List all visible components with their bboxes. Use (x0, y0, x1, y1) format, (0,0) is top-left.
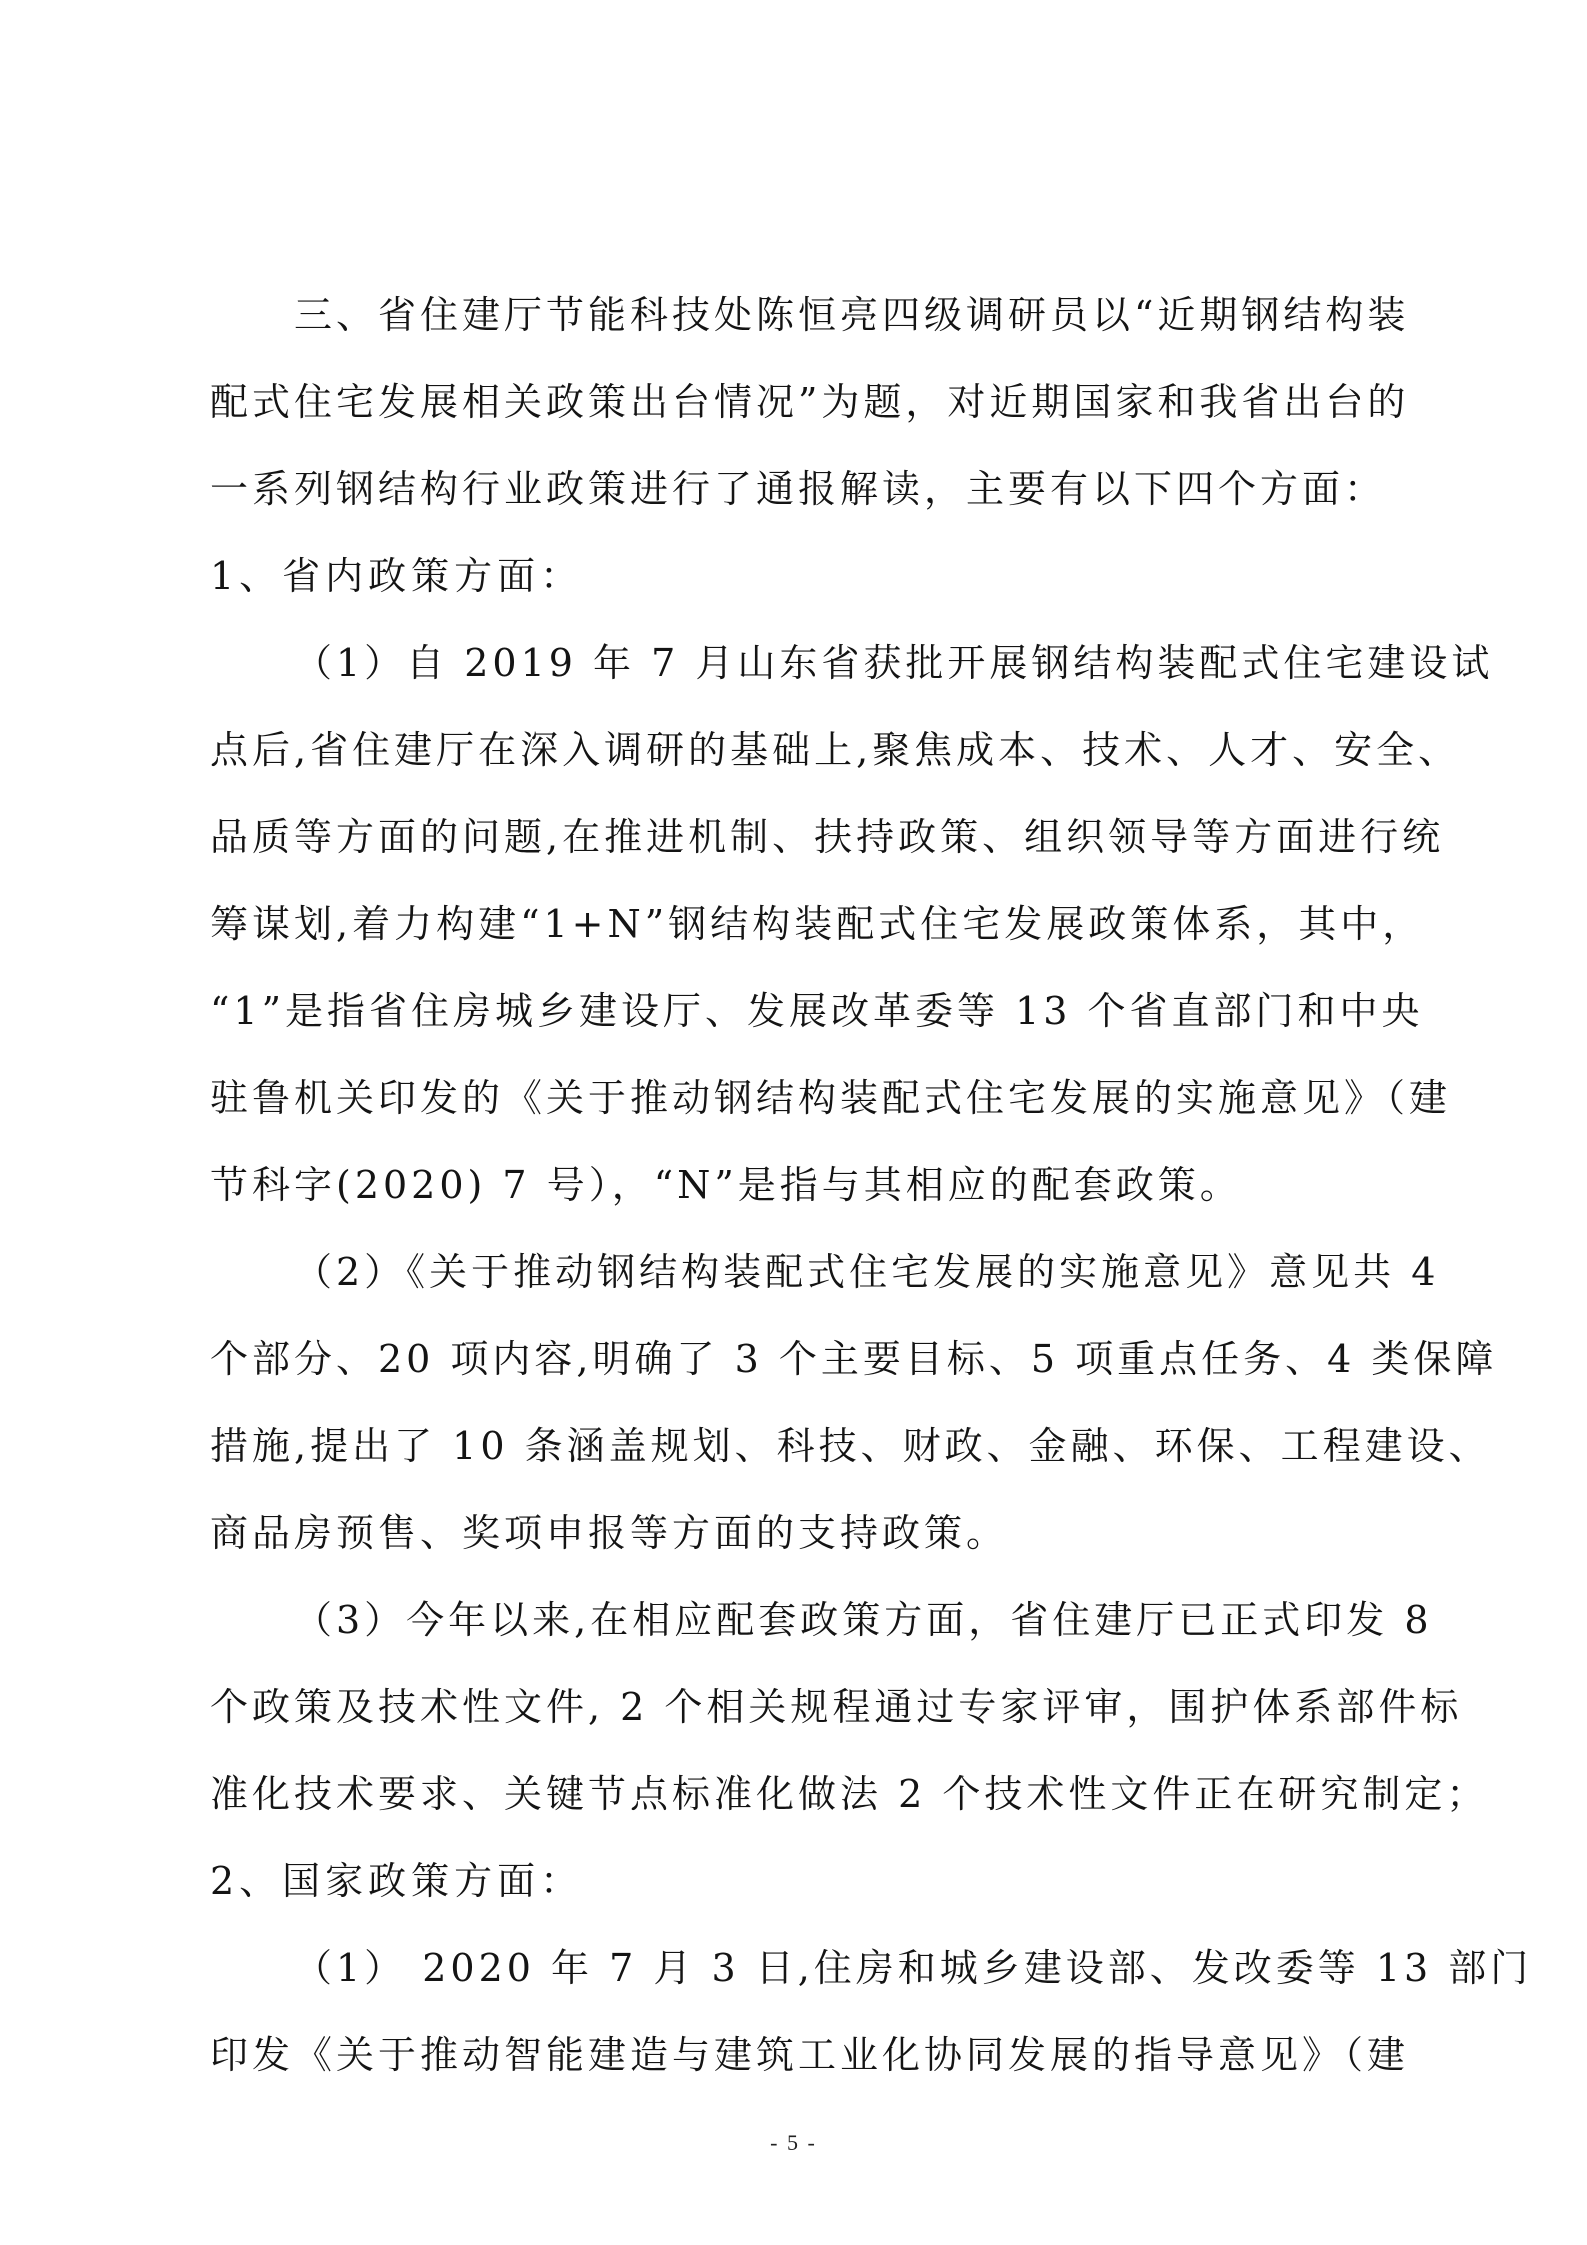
paragraph-line: （3）今年以来,在相应配套政策方面，省住建厅已正式印发 8 (294, 1598, 1433, 1642)
section-heading: 2、国家政策方面： (210, 1859, 584, 1903)
paragraph-line: 个部分、20 项内容,明确了 3 个主要目标、5 项重点任务、4 类保障 (210, 1337, 1498, 1381)
paragraph-line: （1） 2020 年 7 月 3 日,住房和城乡建设部、发改委等 13 部门 (294, 1946, 1533, 1990)
paragraph-line: （2）《关于推动钢结构装配式住宅发展的实施意见》意见共 4 (294, 1250, 1440, 1294)
paragraph-line: 印发《关于推动智能建造与建筑工业化协同发展的指导意见》（建 (210, 2033, 1410, 2077)
paragraph-line: 个政策及技术性文件, 2 个相关规程通过专家评审，围护体系部件标 (210, 1685, 1463, 1729)
paragraph-line: （1）自 2019 年 7 月山东省获批开展钢结构装配式住宅建设试 (294, 641, 1494, 685)
paragraph-line: 措施,提出了 10 条涵盖规划、科技、财政、金融、环保、工程建设、 (210, 1424, 1491, 1468)
section-heading: 1、省内政策方面： (210, 554, 584, 598)
paragraph-line: 驻鲁机关印发的《关于推动钢结构装配式住宅发展的实施意见》（建 (210, 1076, 1452, 1120)
paragraph-line: 配式住宅发展相关政策出台情况”为题，对近期国家和我省出台的 (210, 380, 1410, 424)
paragraph-line: 点后,省住建厅在深入调研的基础上,聚焦成本、技术、人才、安全、 (210, 728, 1461, 772)
paragraph-line: 节科字(2020) 7 号），“N”是指与其相应的配套政策。 (210, 1163, 1242, 1207)
paragraph-line: 品质等方面的问题,在推进机制、扶持政策、组织领导等方面进行统 (210, 815, 1445, 859)
paragraph-line: 三、省住建厅节能科技处陈恒亮四级调研员以“近期钢结构装 (294, 293, 1410, 337)
paragraph-line: 筹谋划,着力构建“1+N”钢结构装配式住宅发展政策体系，其中， (210, 902, 1425, 946)
paragraph-line: 准化技术要求、关键节点标准化做法 2 个技术性文件正在研究制定； (210, 1772, 1489, 1816)
paragraph-line: 商品房预售、奖项申报等方面的支持政策。 (210, 1511, 1009, 1555)
paragraph-line: “1”是指省住房城乡建设厅、发展改革委等 13 个省直部门和中央 (210, 989, 1424, 1033)
page-number: - 5 - (770, 2130, 817, 2155)
paragraph-line: 一系列钢结构行业政策进行了通报解读，主要有以下四个方面： (210, 467, 1387, 511)
document-body (210, 272, 1533, 2099)
